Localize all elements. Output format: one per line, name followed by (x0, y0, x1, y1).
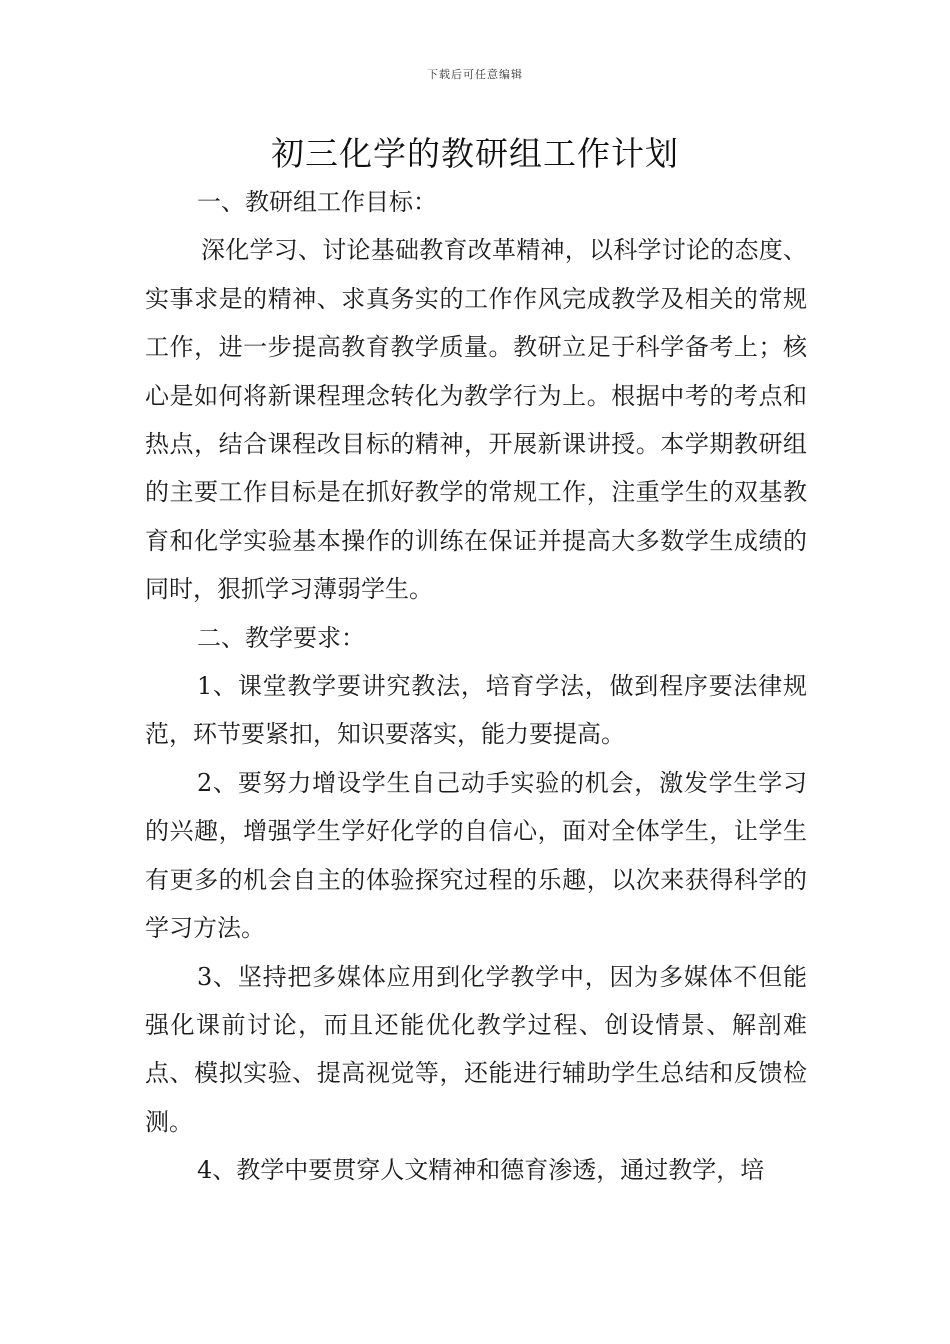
paragraph-requirement-3: 3、坚持把多媒体应用到化学教学中，因为多媒体不但能强化课前讨论，而且还能优化教学过程、创设情景、解剖难点、模拟实验、提高视觉等，还能进行辅助学生总结和反馈检测。 (145, 962, 807, 1136)
paragraph-requirement-2: 2、要努力增设学生自己动手实验的机会，激发学生学习的兴趣，增强学生学好化学的自信心，面对全体学生，让学生有更多的机会自主的体验探究过程的乐趣，以次来获得科学的学习方法。 (145, 768, 807, 943)
document-title: 初三化学的教研组工作计划 (271, 134, 679, 173)
paragraph-goals: 深化学习、讨论基础教育改革精神，以科学讨论的态度、实事求是的精神、求真务实的工作作风完成教学及相关的常规工作，进一步提高教育教学质量。教研立足于科学备考上；核心是如何将新课程理念转化为教学行为上。根据中考的考点和热点，结合课程改目标的精神，开展新课讲授。本学期教研组的主要工作目标是在抓好教学的常规工作，注重学生的双基教育和化学实验基本操作的训练在保证并提高大多数学生成绩的同时，狠抓学习薄弱学生。 (145, 236, 807, 604)
header-note: 下载后可任意编辑 (427, 68, 523, 81)
section-heading-goals: 一、教研组工作目标： (197, 188, 437, 216)
paragraph-requirement-1: 1、课堂教学要讲究教法，培育学法，做到程序要法律规范，环节要紧扣，知识要落实，能力要提高。 (145, 672, 807, 749)
paragraph-requirement-4: 4、教学中要贯穿人文精神和德育渗透，通过教学，培 (197, 1156, 765, 1185)
document-body (145, 178, 807, 1195)
section-heading-requirements: 二、教学要求： (197, 623, 365, 652)
